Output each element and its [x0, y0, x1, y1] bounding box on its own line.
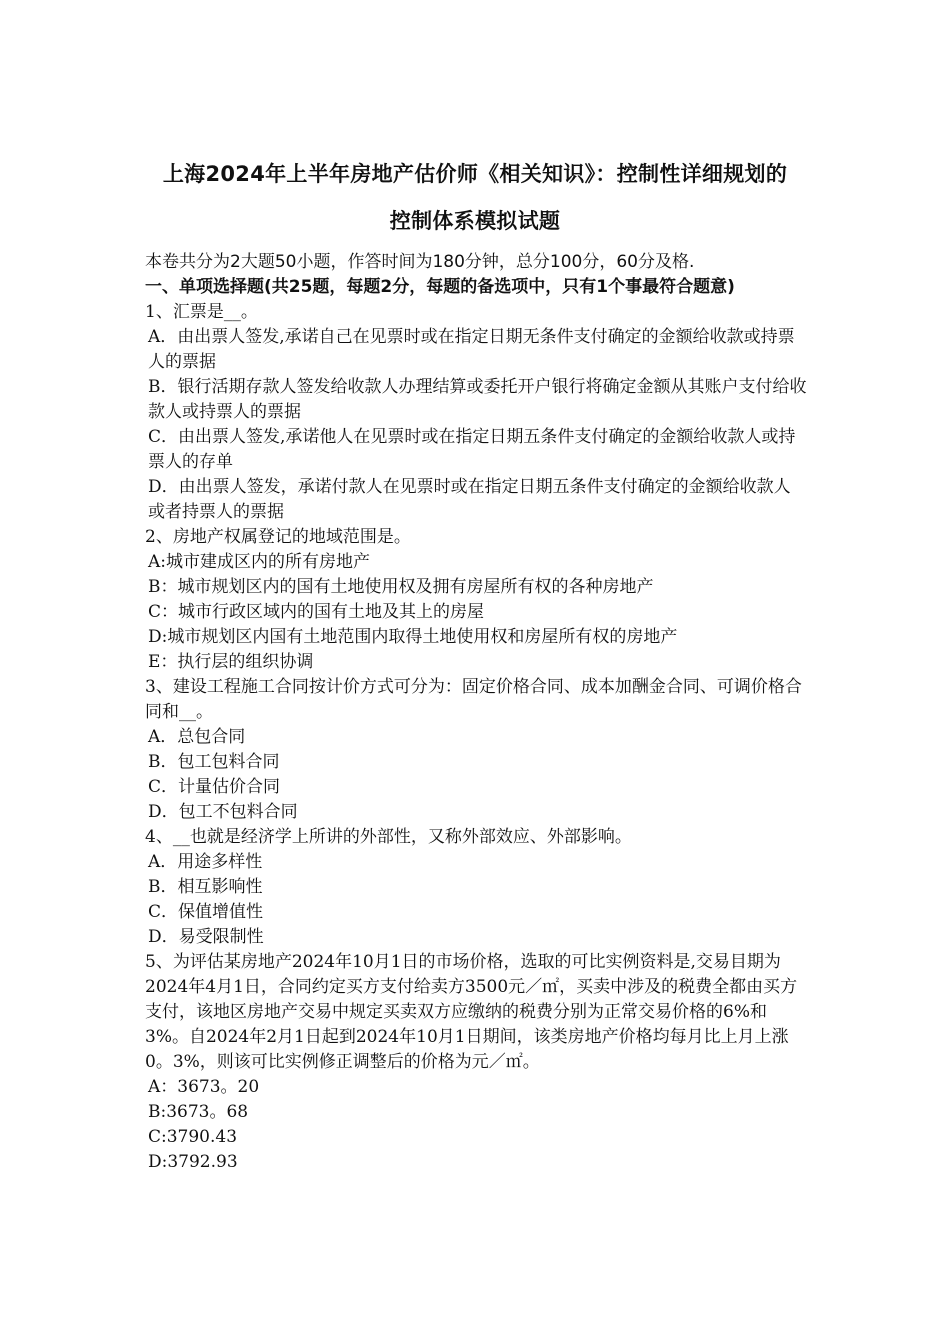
- answer-option: D:城市规划区内国有土地范围内取得土地使用权和房屋所有权的房地产: [148, 627, 678, 647]
- question-stem: 5、为评估某房地产2024年10月1日的市场价格，选取的可比实例资料是,交易目期为2024年4月1日，合同约定买方支付给卖方3500元／㎡，买卖中涉及的税费全都由买方支付，该地区房地产交易中规定买卖双方应缴纳的税费分别为正常交易价格的6%和3%。自2024年2月1日起到2024年10月1日期间，该类房地产价格均每月比上月上涨0。3%，则该可比实例修正调整后的价格为元／㎡。: [145, 952, 798, 1072]
- section-heading-single-choice: 一、单项选择题(共25题，每题2分，每题的备选项中，只有1个事最符合题意): [145, 277, 735, 297]
- document-body: [145, 250, 807, 1175]
- answer-option: C：城市行政区域内的国有土地及其上的房屋: [148, 602, 485, 622]
- answer-option: A．总包合同: [148, 727, 246, 747]
- answer-option: E：执行层的组织协调: [148, 652, 314, 672]
- answer-option: C．保值增值性: [148, 902, 264, 922]
- answer-option: D:3792.93: [148, 1152, 238, 1172]
- answer-option: A．用途多样性: [148, 852, 263, 872]
- answer-option: D．由出票人签发，承诺付款人在见票时或在指定日期五条件支付确定的金额给收款人或者持票人的票据: [148, 477, 791, 522]
- answer-option: D．包工不包料合同: [148, 802, 298, 822]
- question-stem: 2、房地产权属登记的地域范围是。: [145, 527, 411, 547]
- exam-intro: 本卷共分为2大题50小题，作答时间为180分钟，总分100分，60分及格.: [145, 252, 695, 272]
- answer-option: C:3790.43: [148, 1127, 238, 1147]
- document-title-line-2: 控制体系模拟试题: [389, 209, 561, 233]
- question-stem: 1、汇票是__。: [145, 302, 258, 322]
- answer-option: B．相互影响性: [148, 877, 263, 897]
- answer-option: A:城市建成区内的所有房地产: [148, 552, 371, 572]
- answer-option: A．由出票人签发,承诺自己在见票时或在指定日期无条件支付确定的金额给收款或持票人的票据: [148, 327, 795, 372]
- document-title-line-1: 上海2024年上半年房地产估价师《相关知识》：控制性详细规划的: [162, 162, 788, 186]
- answer-option: A：3673。20: [148, 1077, 260, 1097]
- answer-option: C．计量估价合同: [148, 777, 281, 797]
- answer-option: B．银行活期存款人签发给收款人办理结算或委托开户银行将确定金额从其账户支付给收款人或持票人的票据: [148, 377, 807, 422]
- answer-option: D．易受限制性: [148, 927, 264, 947]
- answer-option: B．包工包料合同: [148, 752, 280, 772]
- question-stem: 3、建设工程施工合同按计价方式可分为：固定价格合同、成本加酬金合同、可调价格合同和__。: [145, 677, 802, 722]
- answer-option: B：城市规划区内的国有土地使用权及拥有房屋所有权的各种房地产: [148, 577, 654, 597]
- question-stem: 4、__也就是经济学上所讲的外部性，又称外部效应、外部影响。: [145, 827, 632, 847]
- answer-option: B:3673。68: [148, 1102, 249, 1122]
- answer-option: C．由出票人签发,承诺他人在见票时或在指定日期五条件支付确定的金额给收款人或持票人的存单: [148, 427, 796, 472]
